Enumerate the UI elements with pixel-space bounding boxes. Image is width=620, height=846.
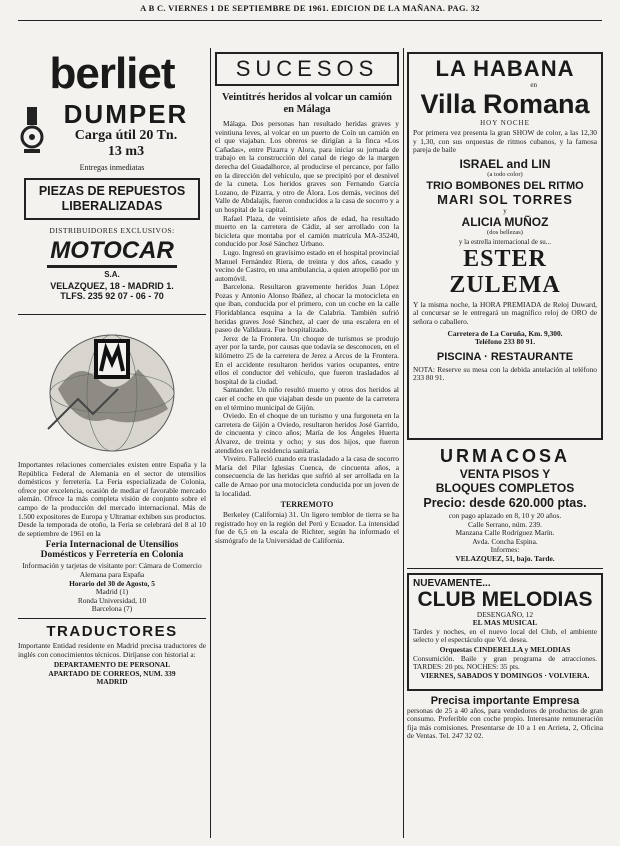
- news-paragraph: Viveiro. Falleció cuando era trasladado a la casa de socorro María del Pilar Iglesias Cuenca, de cincuenta años, a consecuencia de las heridas que sufrió al ser arrollada en la calle de Arnao por una motocicleta conducida por un joven de la localidad.: [215, 454, 399, 498]
- habana-intro: Por primera vez presenta la gran SHOW de color, a las 12,30 y 1,30, con sus orquestas de ritmos cubanos, y la famosa pareja de baile: [413, 128, 597, 155]
- berliet-model: DUMPER: [63, 99, 189, 129]
- fair-body: Importantes relaciones comerciales existen entre España y la República Federal de Alemania en el sector de utensilios domésticos y ferretería. La Feria especializada de Colonia, ofrece por excelencia, ocasión de mediar el favorable mercado alemán. Ofrece la más completa visión de conjunto sobre el campo de la producción del mercado internacional. Más de 1.500 expositores de Europa y Ultramar exhiben sus productos. Desde la temporada de otoño, la Feria se celebrará del 8 al 10 de septiembre de 1961 en la: [18, 460, 206, 538]
- habana-road: Carretera de La Coruña, Km. 9,300.: [447, 328, 563, 338]
- globe-logo-illustration: [18, 319, 206, 454]
- parts-line-1: PIEZAS DE REPUESTOS: [38, 184, 186, 198]
- news-paragraph: Santander. Un niño resultó muerto y otros dos heridos al caer el coche en que viajaban desde un puente de la carretera en el término municipal de Gijón.: [215, 385, 399, 412]
- melodias-orchestras: Orquestas CINDERELLA y MELODIAS: [439, 644, 571, 654]
- fair-info: Información y tarjetas de visitante por: Cámara de Comercio Alemana para España: [22, 561, 202, 579]
- spare-parts-box: [24, 178, 200, 220]
- news-paragraph: Málaga. Dos personas han resultado heridas graves y veintiuna leves, al volcar en un puerto de Coín un camión en el que viajaban. Los obreros se dirigían a la finca «Los Cañadas», entre Pizarra y Alora, para iniciar su jornada de trabajo en la construcción del canal de riego de la margen derecha del Guadalhorce, al producirse el percance, por fallo en la dirección del vehículo, que se precipitó por el desnivel de la cuneta. Los heridos graves son Fernando García Lozano, de Pizarra, y otro de Álora. Los demás, vecinos del Valle de Abdalajís, fueron conducidos a la casa de socorro y a un hospital de la capital.: [215, 119, 399, 214]
- habana-pool: PISCINA · RESTAURANTE: [436, 350, 574, 363]
- act-alicia-note: (dos bellezas): [487, 228, 523, 236]
- berliet-delivery: Entregas inmediatas: [79, 163, 145, 172]
- traductores-title: TRADUCTORES: [46, 622, 178, 640]
- news-paragraph: Oviedo. En el choque de un turismo y una furgoneta en la carretera de Gijón a Oviedo, resultaron heridos José Garrido, de cincuenta y cinco años; María de los Ángeles Huerta Álvarez, de treinta y ocho; y sus dos hijos, que fueron atendidos en la residencia sanitaria.: [215, 411, 399, 455]
- sucesos-body: [215, 120, 399, 546]
- act-trio: TRIO BOMBONES DEL RITMO: [426, 179, 584, 192]
- traductores-body: Importante Entidad residente en Madrid precisa traductores de inglés con conocimientos técnicos. Diríjanse con historial a:: [18, 640, 206, 659]
- parts-line-2: LIBERALIZADAS: [61, 199, 163, 213]
- urmacosa-price: Precio: desde 620.000 ptas.: [423, 496, 587, 510]
- fair-city-1: Madrid (1): [95, 587, 129, 597]
- sucesos-banner: SUCESOS: [215, 52, 399, 86]
- fair-schedule: Horario del 30 de Agosto, 5: [69, 578, 155, 588]
- habana-prize: Y la misma noche, la HORA PREMIADA de Reloj Duward, al concursar se le entregará un magnífico reloj de ORO de señora o caballero.: [413, 299, 597, 326]
- news-paragraph: Rafael Plaza, de veintisiete años de edad, ha resultado muerto en la carretera de Cádiz, al ser arrollado con la bicicleta que montaba por el camión matrícula MA-35240, conducido por José Sánchez Urbano.: [215, 213, 399, 249]
- melodias-tag: EL MAS MUSICAL: [472, 618, 538, 628]
- fair-title-1: Feria Internacional de Utensilios: [45, 540, 179, 551]
- news-paragraph: Lugo. Ingresó en gravísimo estado en el hospital provincial Manuel Fernández Riera, de treinta y dos años, casado y vecino de Castro, en una ambulancia, a quien atropelló por un automóvil.: [215, 247, 399, 283]
- terremoto-heading: TERREMOTO: [280, 500, 334, 510]
- habana-en: en: [530, 81, 537, 89]
- fair-city-2: Ronda Universidad, 10: [77, 595, 147, 605]
- sucesos-headline: Veintitrés heridos al volcar un camión en Málaga: [221, 92, 393, 115]
- motocar-logo: MOTOCAR: [47, 237, 177, 268]
- terremoto-paragraph: Berkeley (California) 31. Un ligero temblor de tierra se ha registrado hoy en la región del Perú y Ecuador. La intensidad fue de 6,5 en la escala de Richter, según ha informado el sismógrafo de la Universidad de California.: [215, 510, 399, 545]
- berliet-ad: [18, 52, 206, 310]
- urmacosa-line2: BLOQUES COMPLETOS: [435, 481, 575, 495]
- page-header: A B C. VIERNES 1 DE SEPTIEMBRE DE 1961. EDICION DE LA MAÑANA. PAG. 32: [140, 3, 480, 13]
- berliet-volume: 13 m3: [107, 144, 145, 159]
- habana-title: LA HABANA: [435, 56, 575, 81]
- header-rule: [18, 20, 602, 21]
- traductores-city: MADRID: [96, 677, 128, 687]
- urmacosa-info: Informes:: [490, 545, 520, 555]
- melodias-new: NUEVAMENTE...: [413, 577, 491, 589]
- traductores-address: APARTADO DE CORREOS, NUM. 339: [48, 668, 176, 678]
- villa-romana: Villa Romana: [420, 89, 590, 119]
- dealer-address: VELAZQUEZ, 18 - MADRID 1.: [50, 281, 174, 291]
- act-y: y: [503, 206, 507, 215]
- urmacosa-street-2: Manzana Calle Rodríguez Marín.: [455, 528, 555, 538]
- rule: [18, 314, 206, 315]
- habana-phone: Teléfono 233 80 91.: [474, 337, 536, 347]
- traductores-dept: DEPARTAMENTO DE PERSONAL: [53, 660, 171, 670]
- urmacosa-ad: [407, 446, 603, 564]
- dealer-phones: TLFS. 235 92 07 - 06 - 70: [60, 291, 164, 301]
- left-column: [18, 52, 206, 838]
- urmacosa-street-3: Avda. Concha Espina.: [472, 536, 538, 546]
- distributors-label: DISTRIBUIDORES EXCLUSIVOS:: [49, 226, 175, 235]
- melodias-name: CLUB MELODIAS: [417, 587, 593, 611]
- star-intro: y la estrella internacional de su...: [458, 237, 552, 246]
- rule: [18, 618, 206, 619]
- melodias-days: VIERNES, SABADOS Y DOMINGOS · VOLVIERA.: [420, 670, 590, 680]
- empresa-body: personas de 25 a 40 años, para vendedores de productos de gran consumo. Preferible con coche propio. Interesante remuneración fija más comisiones. Presentarse de 10 a 1 en Arrieta, 2, Oficina de Ventas. Tel. 247 32 02.: [407, 705, 603, 741]
- fair-title-2: Domésticos y Ferretería en Colonia: [40, 550, 184, 561]
- la-habana-ad: [407, 52, 603, 440]
- rule: [407, 568, 603, 569]
- motocar-sa: S.A.: [104, 270, 120, 279]
- empresa-ad: [407, 695, 603, 741]
- right-column: [407, 52, 603, 838]
- berliet-capacity: Carga útil 20 Tn.: [74, 128, 178, 143]
- column-divider-2: [403, 48, 404, 838]
- act-mari-sol: MARI SOL TORRES: [437, 191, 573, 207]
- act-israel-note: (a todo color): [487, 170, 523, 178]
- urmacosa-terms: con pago aplazado en 8, 10 y 20 años.: [448, 511, 562, 520]
- urmacosa-office: VELAZQUEZ, 51, bajo. Tarde.: [455, 553, 555, 563]
- club-melodias-ad: [407, 573, 603, 691]
- news-paragraph: Barcelona. Resultaron gravemente heridos Juan López Pozas y Antonio Alonso Ibáñez, al chocar la motocicleta en que iban, conducida por el primero, con un coche en la calle Floridablanca esquina a la de Calabria. También sufrió heridas graves José Sánchez, al caer de una escalera en el paseo de Valldaura. Fue hospitalizado.: [215, 282, 399, 335]
- melodias-body: Tardes y noches, en el nuevo local del Club, el ambiente selecto y el espectáculo que Vd. desea.: [413, 626, 597, 645]
- urmacosa-street-1: Calle Serrano, núm. 239.: [468, 519, 542, 529]
- traductores-ad: [18, 623, 206, 687]
- berliet-logo: berliet: [49, 52, 175, 98]
- melodias-address: DESENGAÑO, 12: [476, 609, 534, 619]
- empresa-title: Precisa importante Empresa: [430, 694, 580, 707]
- ester-zulema: ESTER ZULEMA: [449, 245, 561, 298]
- act-alicia: ALICIA MUÑOZ: [461, 214, 549, 229]
- column-divider-1: [210, 48, 211, 838]
- urmacosa-line1: VENTA PISOS Y: [459, 467, 551, 481]
- middle-column: [215, 52, 399, 838]
- news-paragraph: Jerez de la Frontera. Un choque de turismos se produjo ayer por la tarde, por causas que todavía se desconocen, en el kilómetro 25 de la carretera de Jerez a Arcos de la Frontera. En el accidente resultaron heridos varios ocupantes, entre ellos el conductor del vehículo, que fueron trasladados al hospital de la ciudad.: [215, 333, 399, 386]
- hoy-noche: HOY NOCHE: [480, 119, 530, 127]
- habana-nota: NOTA: Reserve su mesa con la debida antelación al teléfono 233 80 91.: [413, 364, 597, 383]
- urmacosa-name: URMACOSA: [440, 446, 570, 466]
- melodias-consumption: Consumición. Baile y gran programa de atracciones. TARDES: 20 pts. NOCHES: 35 pts.: [413, 653, 597, 672]
- dumper-truck-icon: [18, 105, 46, 155]
- fair-city-3: Barcelona (7): [91, 604, 133, 614]
- cologne-fair-ad: [18, 319, 206, 614]
- act-israel-lin: ISRAEL and LIN: [459, 156, 551, 171]
